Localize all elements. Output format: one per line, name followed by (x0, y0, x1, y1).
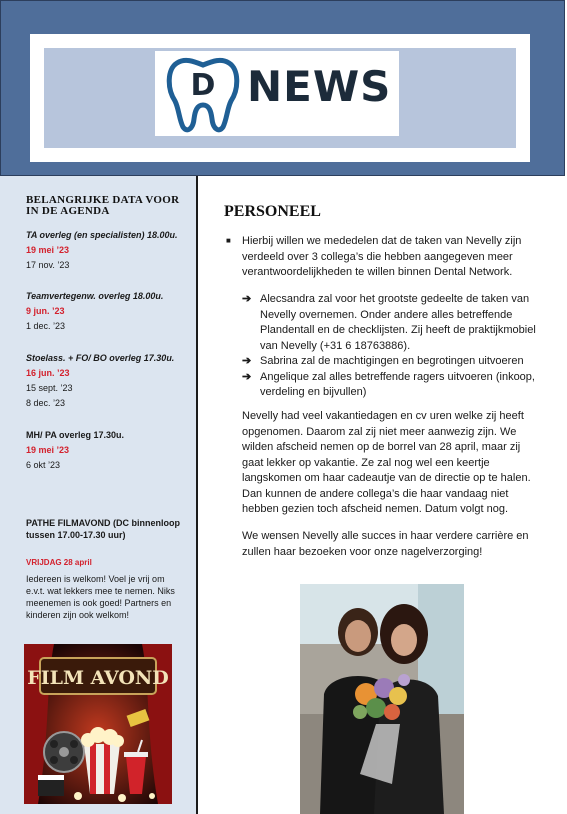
event-date: 8 dec. ’23 (26, 398, 66, 408)
event-title: MH/ PA overleg 17.30u. (26, 430, 125, 440)
poster-title: FILM AVOND (27, 667, 169, 689)
arrow-right-icon: ➔ (242, 355, 252, 367)
task-list (242, 292, 542, 401)
pathe-title: PATHE FILMAVOND (DC binnenloop tussen 17.00-17.30 uur) (26, 518, 180, 540)
pathe-date: VRIJDAG 28 april (26, 558, 92, 567)
agenda-event (26, 289, 163, 334)
film-avond-poster (24, 644, 172, 804)
agenda-title: BELANGRIJKE DATA VOOR IN DE AGENDA (26, 194, 180, 217)
arrow-right-icon: ➔ (242, 293, 252, 305)
task-text: Alecsandra zal voor het grootste gedeelte de taken van Nevelly overnemen. Onder andere alles betreffende Plandentall en de checklijsten. Zij heeft de praktijkmobiel van Nevelly (+31 6 18763886). (260, 293, 536, 352)
arrow-right-icon: ➔ (242, 370, 252, 383)
event-date: 6 okt ’23 (26, 460, 61, 470)
square-bullet-icon: ■ (226, 236, 231, 245)
task-item (242, 370, 542, 401)
event-title: Stoelass. + FO/ BO overleg 17.30u. (26, 353, 175, 363)
task-text: Sabrina zal de machtigingen en begrotingen uitvoeren (260, 355, 524, 367)
event-date: 1 dec. ’23 (26, 321, 66, 331)
agenda-event (26, 428, 124, 473)
agenda-event (26, 351, 174, 411)
event-date-red: 9 jun. ’23 (26, 306, 65, 316)
task-item (242, 354, 542, 370)
task-item (242, 292, 542, 354)
event-date-red: 19 mei ’23 (26, 245, 70, 255)
photo-illustration (300, 584, 464, 814)
farewell-paragraph: Nevelly had veel vakantiedagen en cv uren welke zij heeft opgenomen. Daarom zal zij niet meer aanwezig zijn. We wilden afscheid nemen op de borrel van 28 april, maar zij gaat lekker op vakantie. Ze zal nog wel een keertje langskomen om haar cadeautje van de directie op te halen. Dan kunnen de andere collega’s die haar vandaag niet hebben gezien toch afscheid nemen. Datum volgt nog. (242, 410, 531, 515)
dnews-logo (155, 51, 399, 136)
logo-letter: D (190, 68, 216, 103)
pathe-text: Iedereen is welkom! Voel je vrij om e.v.t. wat lekkers mee te nemen. Niks meenemen is ook goed! Partners en kinderen zijn ook welkom! (26, 574, 175, 620)
poster-illustration (24, 644, 172, 804)
logo-text: NEWS (247, 62, 392, 111)
wishes-paragraph: We wensen Nevelly alle succes in haar verdere carrière en zullen haar bezoeken voor onze nagelverzorging! (242, 530, 529, 558)
intro-paragraph: Hierbij willen we mededelen dat de taken van Nevelly zijn verdeeld over 3 collega’s die hebben aangegeven meer verantwoordelijkheden te willen binnen Dental Network. (242, 235, 522, 278)
event-title: Teamvertegenw. overleg 18.00u. (26, 291, 164, 301)
newsletter-header (0, 0, 565, 176)
event-title: TA overleg (en specialisten) 18.00u. (26, 230, 178, 240)
event-date-red: 19 mei ’23 (26, 445, 70, 455)
agenda-sidebar (0, 176, 198, 814)
event-date: 15 sept. ’23 (26, 383, 73, 393)
section-title: PERSONEEL (224, 203, 321, 220)
event-date-red: 16 jun. ’23 (26, 368, 70, 378)
colleagues-photo (300, 584, 464, 814)
event-date: 17 nov. ’23 (26, 260, 70, 270)
tooth-icon (163, 53, 243, 133)
agenda-event (26, 228, 178, 273)
task-text: Angelique zal alles betreffende ragers uitvoeren (inkoop, verdeling en bijvullen) (260, 370, 535, 398)
